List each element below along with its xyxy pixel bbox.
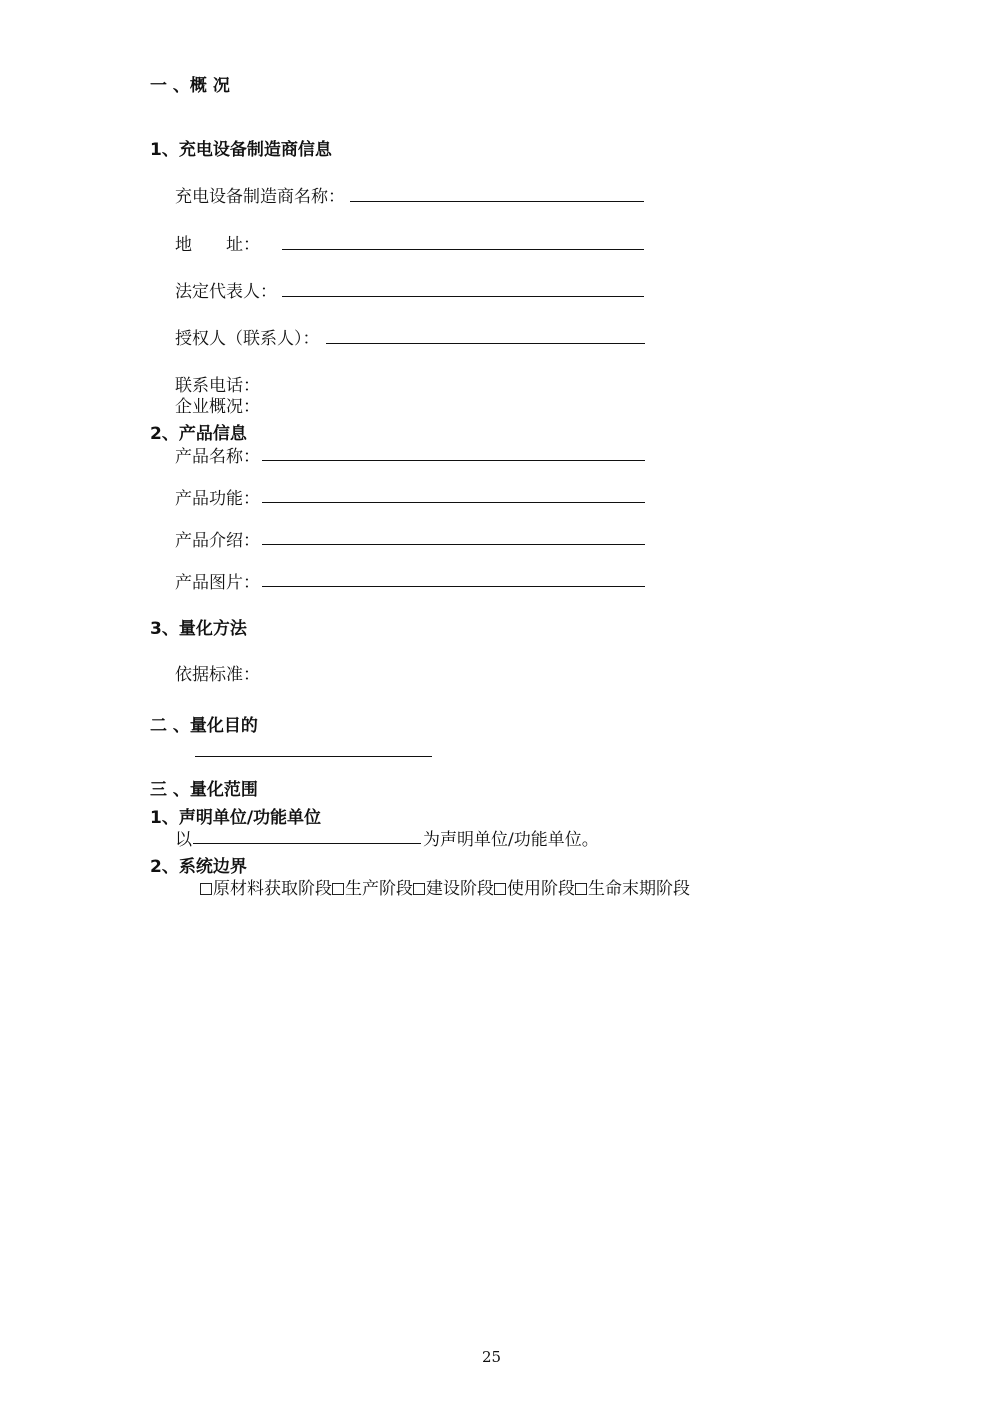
legal-rep-label: 法定代表人： [175, 282, 277, 302]
unit-prefix: 以 [175, 830, 192, 850]
standard-label: 依据标准： [175, 665, 260, 685]
boundary-options [200, 874, 690, 899]
legal-rep-field[interactable] [282, 296, 644, 297]
section-1-title: 一 、概 况 [150, 76, 230, 96]
product-function-field[interactable] [262, 502, 645, 503]
address-label: 地 址： [175, 235, 260, 255]
purpose-field[interactable] [195, 756, 432, 757]
section-3-title: 三 、量化范围 [150, 780, 258, 800]
method-heading: 3、量化方法 [150, 619, 247, 639]
unit-heading: 1、声明单位/功能单位 [150, 808, 322, 828]
boundary-option[interactable]: 使用阶段 [494, 879, 575, 899]
boundary-option[interactable]: 原材料获取阶段 [200, 879, 332, 899]
checkbox-icon[interactable] [332, 883, 344, 895]
boundary-option[interactable]: 生命末期阶段 [575, 879, 690, 899]
boundary-option[interactable]: 建设阶段 [413, 879, 494, 899]
manufacturer-name-field[interactable] [350, 201, 644, 202]
product-name-label: 产品名称： [175, 447, 260, 467]
authorized-field[interactable] [326, 343, 645, 344]
checkbox-icon[interactable] [575, 883, 587, 895]
product-function-label: 产品功能： [175, 489, 260, 509]
phone-label: 联系电话： [175, 376, 260, 396]
page-number: 25 [482, 1348, 502, 1366]
address-field[interactable] [282, 249, 644, 250]
checkbox-icon[interactable] [494, 883, 506, 895]
product-intro-field[interactable] [262, 544, 645, 545]
authorized-label: 授权人（联系人）： [175, 329, 320, 349]
boundary-option[interactable]: 生产阶段 [332, 879, 413, 899]
product-heading: 2、产品信息 [150, 424, 247, 444]
checkbox-icon[interactable] [413, 883, 425, 895]
product-intro-label: 产品介绍： [175, 531, 260, 551]
product-name-field[interactable] [262, 460, 645, 461]
checkbox-icon[interactable] [200, 883, 212, 895]
section-2-title: 二 、量化目的 [150, 716, 258, 736]
boundary-heading: 2、系统边界 [150, 857, 247, 877]
manufacturer-name-label: 充电设备制造商名称： [175, 187, 345, 207]
product-image-field[interactable] [262, 586, 645, 587]
manufacturer-heading: 1、充电设备制造商信息 [150, 140, 332, 160]
profile-label: 企业概况： [175, 397, 260, 417]
unit-suffix: 为声明单位/功能单位。 [423, 830, 599, 850]
declared-unit-field[interactable] [193, 843, 421, 844]
product-image-label: 产品图片： [175, 573, 260, 593]
